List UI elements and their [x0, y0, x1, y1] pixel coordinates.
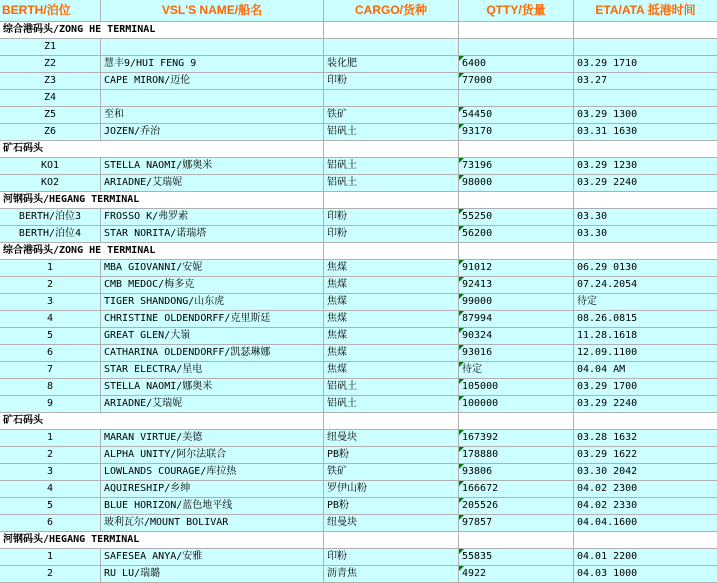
empty-cell[interactable] — [574, 532, 717, 549]
quantity-cell[interactable]: 93170 — [459, 124, 574, 141]
berth-cell[interactable]: 4 — [0, 481, 101, 498]
empty-cell[interactable] — [459, 192, 574, 209]
section-label[interactable]: 矿石码头 — [0, 413, 324, 430]
quantity-cell[interactable] — [459, 39, 574, 56]
eta-cell[interactable]: 04.02 2330 — [574, 498, 717, 515]
eta-cell[interactable]: 04.01 2200 — [574, 549, 717, 566]
section-label[interactable]: 河钢码头/HEGANG TERMINAL — [0, 532, 324, 549]
cargo-cell[interactable]: 罗伊山粉 — [324, 481, 459, 498]
vessel-name-cell[interactable]: STAR NORITA/诺瑞塔 — [101, 226, 324, 243]
cargo-cell[interactable] — [324, 90, 459, 107]
berth-cell[interactable]: 6 — [0, 515, 101, 532]
empty-cell[interactable] — [324, 532, 459, 549]
empty-cell[interactable] — [324, 22, 459, 39]
quantity-cell[interactable]: 167392 — [459, 430, 574, 447]
eta-cell[interactable]: 03.29 1300 — [574, 107, 717, 124]
berth-cell[interactable]: 2 — [0, 447, 101, 464]
vessel-name-cell[interactable] — [101, 90, 324, 107]
quantity-cell[interactable]: 90324 — [459, 328, 574, 345]
quantity-cell[interactable]: 55835 — [459, 549, 574, 566]
empty-cell[interactable] — [459, 532, 574, 549]
table-row — [0, 379, 717, 396]
vessel-name-cell[interactable]: STAR ELECTRA/星电 — [101, 362, 324, 379]
cargo-cell[interactable]: 铝矾土 — [324, 124, 459, 141]
berth-cell[interactable]: 1 — [0, 260, 101, 277]
section-row — [0, 192, 717, 209]
quantity-cell[interactable]: 105000 — [459, 379, 574, 396]
column-header-eta[interactable]: ETA/ATA 抵港时间 — [574, 0, 717, 22]
cargo-cell[interactable]: 铝矾土 — [324, 175, 459, 192]
vessel-name-cell[interactable]: CHRISTINE OLDENDORFF/克里斯廷 — [101, 311, 324, 328]
eta-cell[interactable]: 04.04.1600 — [574, 515, 717, 532]
berth-cell[interactable]: BERTH/泊位3 — [0, 209, 101, 226]
empty-cell[interactable] — [459, 413, 574, 430]
cargo-cell[interactable]: 印粉 — [324, 73, 459, 90]
empty-cell[interactable] — [574, 22, 717, 39]
table-row — [0, 328, 717, 345]
column-header-berth[interactable]: BERTH/泊位 — [0, 0, 101, 22]
section-row — [0, 141, 717, 158]
eta-cell[interactable]: 03.29 2240 — [574, 396, 717, 413]
berth-cell[interactable]: 2 — [0, 566, 101, 583]
eta-cell[interactable] — [574, 39, 717, 56]
eta-cell[interactable]: 12.09.1100 — [574, 345, 717, 362]
quantity-cell[interactable]: 205526 — [459, 498, 574, 515]
section-row — [0, 243, 717, 260]
table-row — [0, 73, 717, 90]
table-row — [0, 464, 717, 481]
berth-cell[interactable]: 1 — [0, 430, 101, 447]
eta-cell[interactable]: 03.29 1700 — [574, 379, 717, 396]
table-row — [0, 56, 717, 73]
eta-cell[interactable]: 03.31 1630 — [574, 124, 717, 141]
quantity-cell[interactable]: 4922 — [459, 566, 574, 583]
section-row — [0, 22, 717, 39]
section-row — [0, 532, 717, 549]
table-body — [0, 22, 717, 583]
vessel-name-cell[interactable]: STELLA NAOMI/娜奥米 — [101, 158, 324, 175]
table-row — [0, 124, 717, 141]
empty-cell[interactable] — [459, 141, 574, 158]
cargo-cell[interactable]: 纽曼块 — [324, 430, 459, 447]
vessel-name-cell[interactable]: ARIADNE/艾瑞妮 — [101, 396, 324, 413]
eta-cell[interactable]: 03.29 1230 — [574, 158, 717, 175]
vessel-name-cell[interactable]: ALPHA UNITY/阿尔法联合 — [101, 447, 324, 464]
section-label[interactable]: 河钢码头/HEGANG TERMINAL — [0, 192, 324, 209]
vessel-name-cell[interactable]: CMB MEDOC/梅多克 — [101, 277, 324, 294]
quantity-cell[interactable]: 56200 — [459, 226, 574, 243]
cargo-cell[interactable]: 纽曼块 — [324, 515, 459, 532]
quantity-cell[interactable]: 166672 — [459, 481, 574, 498]
berth-cell[interactable]: 7 — [0, 362, 101, 379]
vessel-name-cell[interactable]: BLUE HORIZON/蓝色地平线 — [101, 498, 324, 515]
table-row — [0, 345, 717, 362]
table-row — [0, 107, 717, 124]
berth-cell[interactable]: 2 — [0, 277, 101, 294]
header-row — [0, 0, 717, 22]
table-row — [0, 396, 717, 413]
berth-cell[interactable]: Z2 — [0, 56, 101, 73]
cargo-cell[interactable]: 焦煤 — [324, 328, 459, 345]
table-row — [0, 311, 717, 328]
berth-cell[interactable]: 1 — [0, 549, 101, 566]
empty-cell[interactable] — [324, 243, 459, 260]
quantity-cell[interactable]: 99000 — [459, 294, 574, 311]
table-row — [0, 260, 717, 277]
eta-cell[interactable]: 03.27 — [574, 73, 717, 90]
empty-cell[interactable] — [574, 243, 717, 260]
vessel-name-cell[interactable]: FROSSO K/弗罗索 — [101, 209, 324, 226]
cargo-cell[interactable]: 铝矾土 — [324, 158, 459, 175]
cargo-cell[interactable]: PB粉 — [324, 447, 459, 464]
table-row — [0, 39, 717, 56]
table-row — [0, 209, 717, 226]
table-row — [0, 175, 717, 192]
vessel-name-cell[interactable]: SAFESEA ANYA/安雅 — [101, 549, 324, 566]
berth-cell[interactable]: BERTH/泊位4 — [0, 226, 101, 243]
berth-cell[interactable]: 9 — [0, 396, 101, 413]
quantity-cell[interactable]: 77000 — [459, 73, 574, 90]
eta-cell[interactable]: 04.04 AM — [574, 362, 717, 379]
section-label[interactable]: 矿石码头 — [0, 141, 324, 158]
eta-cell[interactable]: 03.30 2042 — [574, 464, 717, 481]
vessel-name-cell[interactable] — [101, 39, 324, 56]
eta-cell[interactable]: 03.29 1710 — [574, 56, 717, 73]
cargo-cell[interactable]: 焦煤 — [324, 362, 459, 379]
eta-cell[interactable]: 04.03 1000 — [574, 566, 717, 583]
table-row — [0, 481, 717, 498]
eta-cell[interactable]: 07.24.2054 — [574, 277, 717, 294]
section-label[interactable]: 综合港码头/ZONG HE TERMINAL — [0, 243, 324, 260]
berth-cell[interactable]: 8 — [0, 379, 101, 396]
column-header-quantity[interactable]: QTTY/货量 — [459, 0, 574, 22]
vessel-name-cell[interactable]: CATHARINA OLDENDORFF/凯瑟琳娜 — [101, 345, 324, 362]
vessel-name-cell[interactable]: ARIADNE/艾瑞妮 — [101, 175, 324, 192]
quantity-cell[interactable]: 178880 — [459, 447, 574, 464]
cargo-cell[interactable]: 铁矿 — [324, 107, 459, 124]
cargo-cell[interactable]: 铁矿 — [324, 464, 459, 481]
vessel-name-cell[interactable]: 玻利瓦尔/MOUNT BOLIVAR — [101, 515, 324, 532]
berth-cell[interactable]: 4 — [0, 311, 101, 328]
table-row — [0, 447, 717, 464]
berth-cell[interactable]: 5 — [0, 328, 101, 345]
cargo-cell[interactable]: 印粉 — [324, 549, 459, 566]
cargo-cell[interactable] — [324, 39, 459, 56]
empty-cell[interactable] — [459, 22, 574, 39]
cargo-cell[interactable]: PB粉 — [324, 498, 459, 515]
vessel-name-cell[interactable]: 慧丰9/HUI FENG 9 — [101, 56, 324, 73]
vessel-name-cell[interactable]: RU LU/瑞璐 — [101, 566, 324, 583]
vessel-name-cell[interactable]: CAPE MIRON/迈伦 — [101, 73, 324, 90]
berth-cell[interactable]: KO2 — [0, 175, 101, 192]
quantity-cell[interactable]: 97857 — [459, 515, 574, 532]
berth-cell[interactable]: 3 — [0, 464, 101, 481]
eta-cell[interactable]: 03.28 1632 — [574, 430, 717, 447]
column-header-vessel-name[interactable]: VSL'S NAME/船名 — [101, 0, 324, 22]
eta-cell[interactable]: 03.29 2240 — [574, 175, 717, 192]
cargo-cell[interactable]: 沥青焦 — [324, 566, 459, 583]
berth-cell[interactable]: Z3 — [0, 73, 101, 90]
cargo-cell[interactable]: 印粉 — [324, 226, 459, 243]
table-row — [0, 566, 717, 583]
cargo-cell[interactable]: 装化肥 — [324, 56, 459, 73]
vessel-name-cell[interactable]: LOWLANDS COURAGE/库拉热 — [101, 464, 324, 481]
empty-cell[interactable] — [574, 141, 717, 158]
empty-cell[interactable] — [324, 141, 459, 158]
eta-cell[interactable]: 08.26.0815 — [574, 311, 717, 328]
quantity-cell[interactable]: 92413 — [459, 277, 574, 294]
eta-cell[interactable]: 待定 — [574, 294, 717, 311]
quantity-cell[interactable]: 93016 — [459, 345, 574, 362]
quantity-cell[interactable]: 98000 — [459, 175, 574, 192]
cargo-cell[interactable]: 焦煤 — [324, 311, 459, 328]
berth-cell[interactable]: Z6 — [0, 124, 101, 141]
empty-cell[interactable] — [574, 192, 717, 209]
cargo-cell[interactable]: 焦煤 — [324, 294, 459, 311]
eta-cell[interactable]: 11.28.1618 — [574, 328, 717, 345]
berth-cell[interactable]: 6 — [0, 345, 101, 362]
table-row — [0, 226, 717, 243]
section-label[interactable]: 综合港码头/ZONG HE TERMINAL — [0, 22, 324, 39]
cargo-cell[interactable]: 铝矾土 — [324, 379, 459, 396]
cargo-cell[interactable]: 印粉 — [324, 209, 459, 226]
quantity-cell[interactable]: 73196 — [459, 158, 574, 175]
eta-cell[interactable]: 03.29 1622 — [574, 447, 717, 464]
empty-cell[interactable] — [459, 243, 574, 260]
table-row — [0, 498, 717, 515]
vessel-name-cell[interactable]: STELLA NAOMI/娜奥米 — [101, 379, 324, 396]
quantity-cell[interactable]: 87994 — [459, 311, 574, 328]
table-row — [0, 90, 717, 107]
berth-cell[interactable]: Z5 — [0, 107, 101, 124]
quantity-cell[interactable]: 待定 — [459, 362, 574, 379]
quantity-cell[interactable] — [459, 90, 574, 107]
berth-cell[interactable]: Z4 — [0, 90, 101, 107]
table-row — [0, 515, 717, 532]
vessel-name-cell[interactable]: 至和 — [101, 107, 324, 124]
vessel-name-cell[interactable]: AQUIRESHIP/乡绅 — [101, 481, 324, 498]
eta-cell[interactable]: 04.02 2300 — [574, 481, 717, 498]
vessel-name-cell[interactable]: MBA GIOVANNI/安妮 — [101, 260, 324, 277]
cargo-cell[interactable]: 焦煤 — [324, 260, 459, 277]
cargo-cell[interactable]: 铝矾土 — [324, 396, 459, 413]
quantity-cell[interactable]: 6400 — [459, 56, 574, 73]
table-row — [0, 549, 717, 566]
table-row — [0, 362, 717, 379]
berth-cell[interactable]: 5 — [0, 498, 101, 515]
berth-cell[interactable]: 3 — [0, 294, 101, 311]
berth-cell[interactable]: Z1 — [0, 39, 101, 56]
empty-cell[interactable] — [324, 192, 459, 209]
eta-cell[interactable] — [574, 90, 717, 107]
quantity-cell[interactable]: 55250 — [459, 209, 574, 226]
table-row — [0, 430, 717, 447]
section-row — [0, 413, 717, 430]
cargo-cell[interactable]: 焦煤 — [324, 277, 459, 294]
column-header-cargo[interactable]: CARGO/货种 — [324, 0, 459, 22]
eta-cell[interactable]: 03.30 — [574, 226, 717, 243]
quantity-cell[interactable]: 100000 — [459, 396, 574, 413]
quantity-cell[interactable]: 93806 — [459, 464, 574, 481]
table-row — [0, 158, 717, 175]
table-row — [0, 294, 717, 311]
vessel-name-cell[interactable]: JOZEN/乔治 — [101, 124, 324, 141]
cargo-cell[interactable]: 焦煤 — [324, 345, 459, 362]
vessel-name-cell[interactable]: GREAT GLEN/大嶺 — [101, 328, 324, 345]
empty-cell[interactable] — [324, 413, 459, 430]
vessel-name-cell[interactable]: MARAN VIRTUE/美德 — [101, 430, 324, 447]
quantity-cell[interactable]: 54450 — [459, 107, 574, 124]
berth-cell[interactable]: KO1 — [0, 158, 101, 175]
eta-cell[interactable]: 03.30 — [574, 209, 717, 226]
empty-cell[interactable] — [574, 413, 717, 430]
table-row — [0, 277, 717, 294]
eta-cell[interactable]: 06.29 0130 — [574, 260, 717, 277]
quantity-cell[interactable]: 91012 — [459, 260, 574, 277]
vessel-name-cell[interactable]: TIGER SHANDONG/山东虎 — [101, 294, 324, 311]
